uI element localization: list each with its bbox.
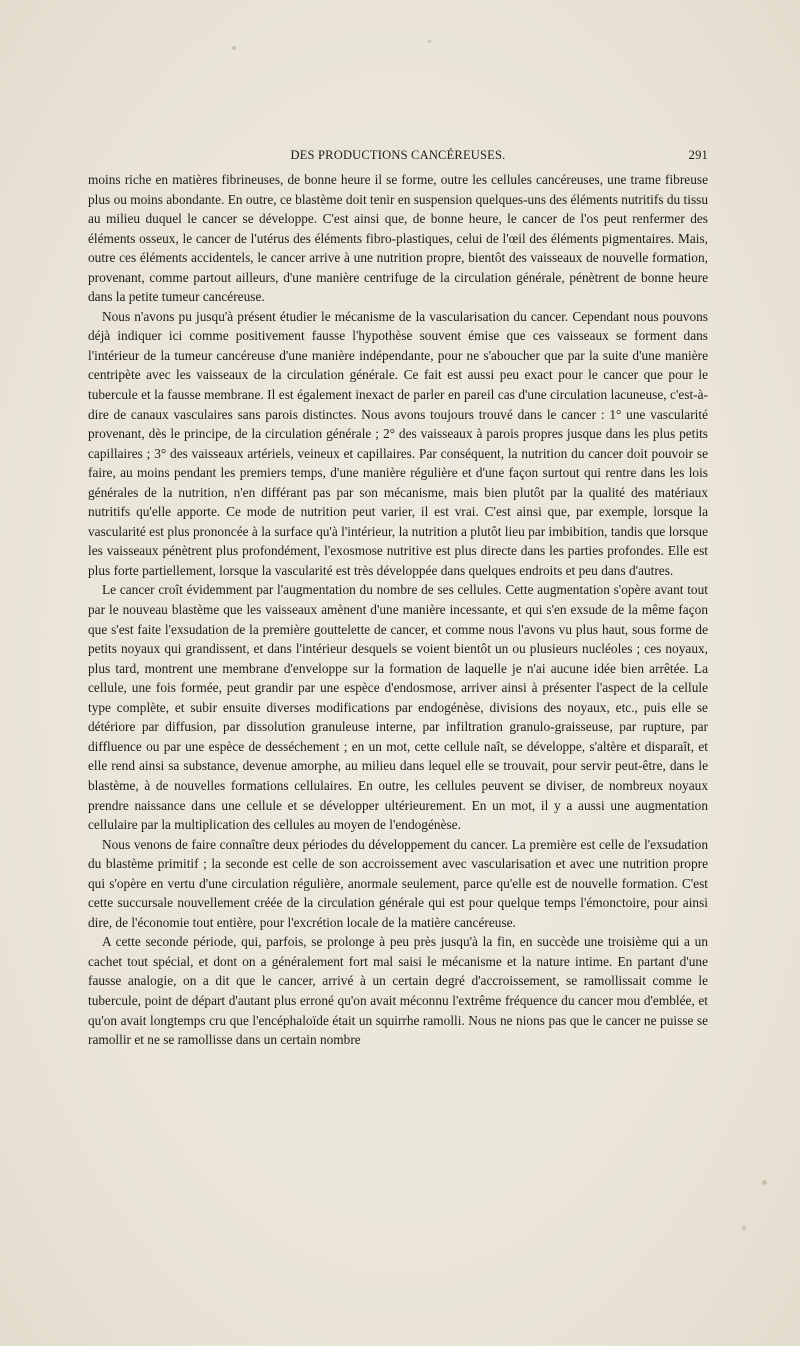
- paper-speck: [428, 40, 431, 43]
- paragraph: moins riche en matières fibrineuses, de bonne heure il se forme, outre les cellules cancéreuses, une trame fibreuse plus ou moins abondante. En outre, ce blastème doit tenir en suspension quelques-uns des éléments nutritifs du tissu au milieu duquel le cancer se développe. C'est ainsi que, de bonne heure, le cancer de l'os peut renfermer des éléments osseux, le cancer de l'utérus des éléments fibro-plastiques, celui de l'œil des éléments pigmentaires. Mais, outre ces éléments accidentels, le cancer arrive à une nutrition propre, bientôt des vaisseaux de nouvelle formation, provenant, comme partout ailleurs, d'une manière centrifuge de la circulation générale, pénètrent de bonne heure dans la petite tumeur cancéreuse.: [88, 172, 709, 305]
- running-head: DES PRODUCTIONS CANCÉREUSES.: [290, 148, 506, 162]
- paper-speck: [232, 46, 236, 50]
- page-number: 291: [688, 148, 708, 162]
- paragraph: Le cancer croît évidemment par l'augmentation du nombre de ses cellules. Cette augmentation s'opère avant tout par le nouveau blastème que les vaisseaux amènent d'une manière incessante, et qui s'en exsude de la même façon que s'est faite l'exsudation de la première gouttelette de cancer, et comme nous l'avons vu plus haut, sous forme de petits noyaux qui grandissent, et dans l'intérieur desquels se voient bientôt un ou plusieurs nucléoles ; ces noyaux, plus tard, montrent une membrane d'enveloppe sur la formation de laquelle je n'ai aucune idée bien arrêtée. La cellule, une fois formée, peut grandir par une espèce d'endosmose, arriver ainsi à présenter l'aspect de la cellule type complète, et subir ensuite diverses modifications par endogénèse, divisions des noyaux, etc., puis elle se détériore par diffusion, par dissolution granuleuse interne, par infiltration granulo-graisseuse, par rupture, par diffluence ou par une espèce de desséchement ; en un mot, cette cellule naît, se développe, s'altère et disparaît, et elle rend ainsi sa substance, devenue amorphe, au milieu dans lequel elle se trouvait, pour servir peut-être, dans le blastème, à de nouvelles formations cellulaires. En outre, les cellules peuvent se diviser, de nombreux noyaux prendre naissance dans une cellule et se développer ultérieurement. En un mot, il y a aussi une augmentation cellulaire par la multiplication des cellules au moyen de l'endogénèse.: [88, 582, 708, 833]
- paragraph: A cette seconde période, qui, parfois, se prolonge à peu près jusqu'à la fin, en succède une troisième qui a un cachet tout spécial, et dont on a généralement fort mal saisi le mécanisme et la nature intime. En partant d'une fausse analogie, on a dit que le cancer, arrivé à un certain degré d'accroissement, se ramollissait comme le tubercule, point de départ d'autant plus erroné qu'on avait méconnu l'extrême fréquence du cancer mou d'emblée, et qu'on avait longtemps cru que l'encéphaloïde était un squirrhe ramolli. Nous ne nions pas que le cancer ne puisse se ramollir et ne se ramollisse dans un certain nombre: [88, 934, 708, 1048]
- paragraph: Nous n'avons pu jusqu'à présent étudier le mécanisme de la vascularisation du cancer. Cependant nous pouvons déjà indiquer ici comme positivement fausse l'hypothèse souvent émise que ces vaisseaux se forment dans l'intérieur de la tumeur cancéreuse d'une manière indépendante, pour ne s'aboucher que par la suite d'une manière centripète avec les vaisseaux de la circulation générale. Ce fait est aussi peu exact pour le cancer que pour le tubercule et la fausse membrane. Il est également inexact de parler en pareil cas d'une circulation lacuneuse, c'est-à-dire de canaux vasculaires sans parois distinctes. Nous avons toujours trouvé dans le cancer : 1° une vascularité provenant, dès le principe, de la circulation générale ; 2° des vaisseaux à parois propres jusque dans les plus petits capillaires ; 3° des vaisseaux artériels, veineux et capillaires. Par conséquent, la nutrition du cancer doit pouvoir se faire, au moins pendant les premiers temps, d'une manière régulière et d'une façon surtout qui rentre dans les lois générales de la nutrition, n'en différant pas par son mécanisme, mais bien plutôt par la qualité des matériaux nutritifs qu'elle apporte. Ce mode de nutrition peut varier, il est vrai. C'est ainsi que, par exemple, lorsque la vascularité est plus prononcée à la surface qu'à l'intérieur, la nutrition a plutôt lieu par imbibition, tandis que lorsque les vaisseaux pénètrent plus profondément, l'exosmose nutritive est plus directe dans les parties profondes. Elle est plus forte partiellement, lorsque la vascularité est très développée dans quelques endroits et peu dans d'autres.: [88, 308, 708, 578]
- page-header: [88, 148, 708, 168]
- paragraph: Nous venons de faire connaître deux périodes du développement du cancer. La première est celle de l'exsudation du blastème primitif ; la seconde est celle de son accroissement avec vascularisation et avec une nutrition propre qui s'opère en vertu d'une circulation régulière, anormale seulement, parce qu'elle est de nouvelle formation. C'est cette succursale nouvellement créée de la circulation générale qui est pour quelque temps l'émonctoire, pour ainsi dire, de l'économie tout entière, pour l'excrétion locale de la matière cancéreuse.: [88, 836, 708, 930]
- body-text: [88, 170, 708, 1050]
- paper-speck: [762, 1180, 767, 1185]
- paper-speck: [742, 1226, 746, 1230]
